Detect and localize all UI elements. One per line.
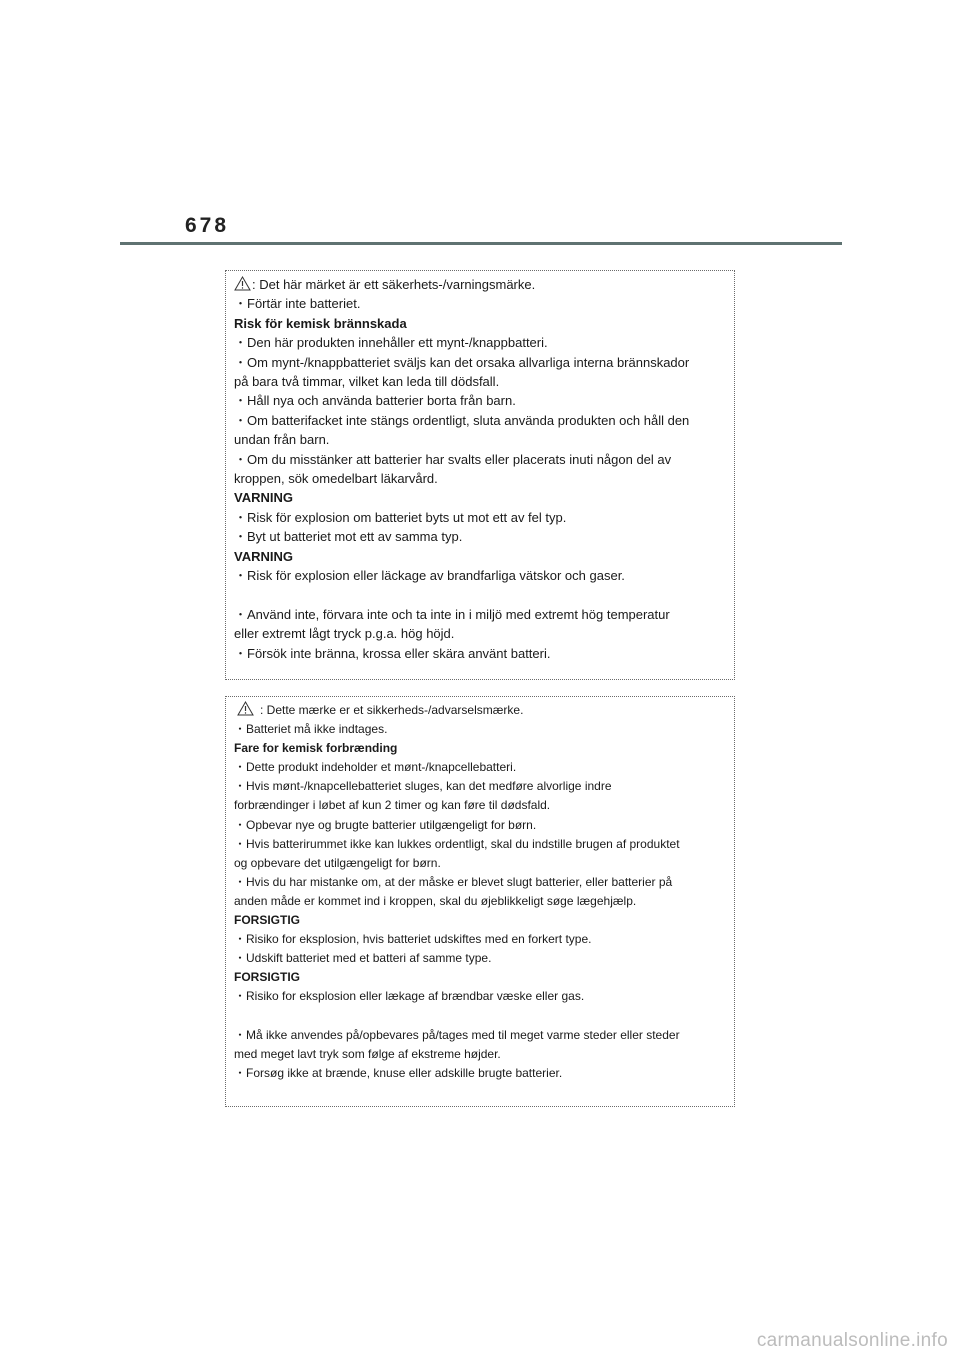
text-line: ・Udskift batteriet med et batteri af samme type. — [234, 951, 492, 966]
text-line: ・Försök inte bränna, krossa eller skära använt batteri. — [234, 645, 551, 661]
section-heading: Risk för kemisk brännskada — [234, 315, 407, 331]
text-line: ・Hvis mønt-/knapcellebatteriet sluges, kan det medføre alvorlige indre — [234, 779, 612, 794]
text-line: ・Om du misstänker att batterier har svalts eller placerats inuti någon del av — [234, 451, 672, 467]
text-line: ・Förtär inte batteriet. — [234, 296, 361, 312]
text-line: ・Risiko for eksplosion eller lækage af brændbar væske eller gas. — [234, 989, 585, 1004]
text-line: ・Risk för explosion eller läckage av brandfarliga vätskor och gaser. — [234, 568, 625, 584]
section-heading: VARNING — [234, 490, 293, 506]
warning-triangle-icon — [237, 701, 254, 716]
text-line: ・Om mynt-/knappbatteriet sväljs kan det orsaka allvarliga interna brännskador — [234, 354, 690, 370]
spacer — [234, 586, 726, 605]
icon-note-line — [234, 275, 726, 294]
icon-note: : Det här märket är ett säkerhets-/varningsmärke. — [252, 277, 536, 292]
text-line: eller extremt lågt tryck p.g.a. hög höjd. — [234, 626, 455, 642]
text-line: ・Håll nya och använda batterier borta från barn. — [234, 393, 516, 409]
text-line: kroppen, sök omedelbart läkarvård. — [234, 471, 438, 487]
warning-triangle-icon — [234, 276, 251, 291]
text-line: ・Byt ut batteriet mot ett av samma typ. — [234, 529, 463, 545]
watermark: carmanualsonline.info — [756, 1330, 948, 1351]
icon-note-line — [234, 701, 726, 720]
spacer — [234, 1007, 726, 1026]
text-line: ・Den här produkten innehåller ett mynt-/knappbatteri. — [234, 335, 548, 351]
warning-box-swedish — [225, 270, 735, 680]
text-line: forbrændinger i løbet af kun 2 timer og kan føre til dødsfald. — [234, 798, 551, 813]
text-line: ・Risk för explosion om batteriet byts ut mot ett av fel typ. — [234, 509, 567, 525]
text-line: ・Opbevar nye og brugte batterier utilgængeligt for børn. — [234, 817, 537, 832]
section-heading: FORSIGTIG — [234, 970, 300, 985]
text-line: ・Risiko for eksplosion, hvis batteriet udskiftes med en forkert type. — [234, 932, 592, 947]
page-number: 678 — [185, 214, 230, 237]
text-line: undan från barn. — [234, 432, 330, 448]
text-line: på bara två timmar, vilket kan leda till dödsfall. — [234, 374, 500, 390]
text-line: ・Batteriet må ikke indtages. — [234, 722, 388, 737]
text-line: ・Använd inte, förvara inte och ta inte in i miljö med extremt hög temperatur — [234, 606, 670, 622]
text-line: ・Om batterifacket inte stängs ordentligt, sluta använda produkten och håll den — [234, 412, 690, 428]
icon-note: : Dette mærke er et sikkerheds-/advarselsmærke. — [260, 703, 524, 717]
text-line: ・Dette produkt indeholder et mønt-/knapcellebatteri. — [234, 760, 517, 775]
warning-box-danish — [225, 696, 735, 1107]
header-rule — [120, 242, 842, 245]
text-line: anden måde er kommet ind i kroppen, skal du øjeblikkeligt søge lægehjælp. — [234, 893, 637, 908]
text-line: med meget lavt tryk som følge af ekstreme højder. — [234, 1046, 501, 1061]
text-line: ・Hvis batterirummet ikke kan lukkes ordentligt, skal du indstille brugen af produktet — [234, 836, 680, 851]
section-heading: VARNING — [234, 548, 293, 564]
text-line: ・Forsøg ikke at brænde, knuse eller adskille brugte batterier. — [234, 1065, 563, 1080]
section-heading: FORSIGTIG — [234, 913, 300, 928]
section-heading: Fare for kemisk forbrænding — [234, 741, 398, 756]
text-line: ・Må ikke anvendes på/opbevares på/tages med til meget varme steder eller steder — [234, 1027, 680, 1042]
text-line: og opbevare det utilgængeligt for børn. — [234, 855, 441, 870]
text-line: ・Hvis du har mistanke om, at der måske er blevet slugt batterier, eller batterier på — [234, 874, 673, 889]
